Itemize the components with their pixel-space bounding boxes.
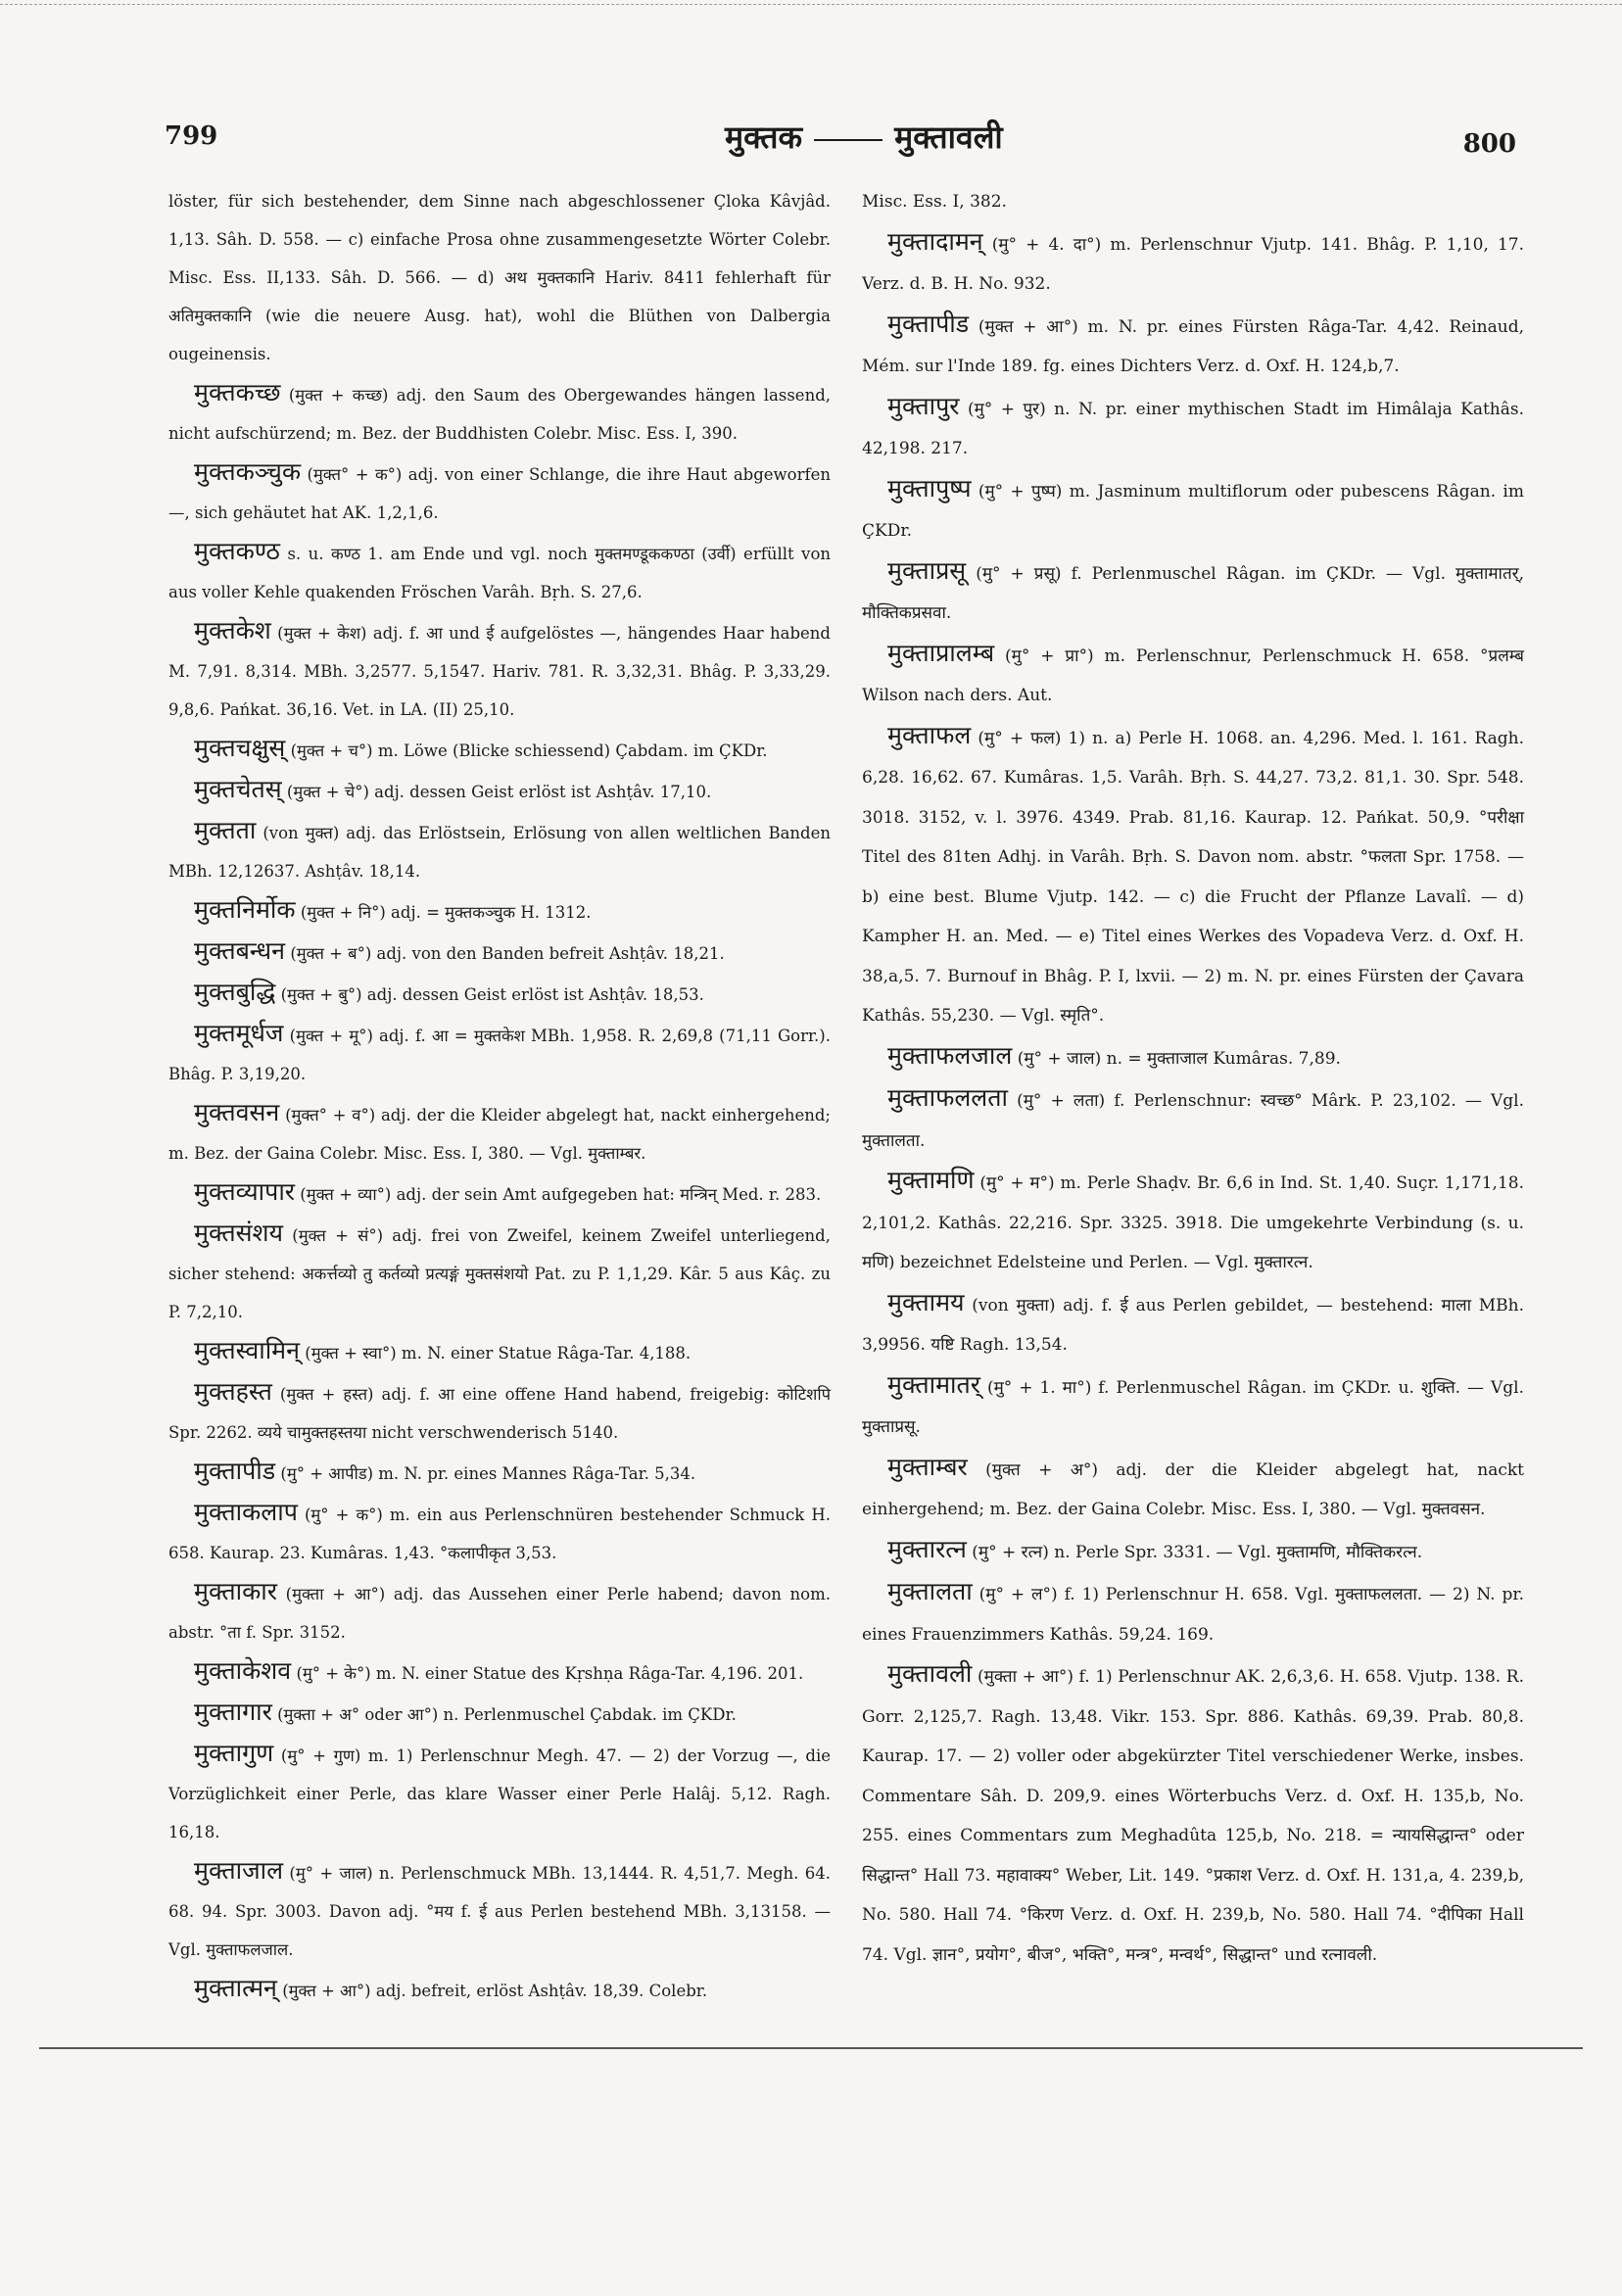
dictionary-entry	[862, 1654, 1524, 1975]
entry-headword: मुक्तापुर	[887, 391, 960, 420]
dictionary-entry	[168, 1172, 831, 1214]
dictionary-entry	[168, 1452, 831, 1493]
dictionary-entry	[862, 469, 1524, 551]
entry-headword: मुक्तकच्छ	[194, 378, 281, 407]
dictionary-entry	[168, 890, 831, 932]
entry-headword: मुक्तागुण	[194, 1739, 274, 1767]
entry-text: (मुक्त + हस्त) adj. f. आ eine offene Hand habend, freigebig: कोटिशपि Spr. 2262. व्यये चामुक्तहस्तया nicht verschwenderisch 5140.	[168, 1385, 831, 1442]
entry-text: (मु° + आपीड) m. N. pr. eines Mannes Râga-Tar. 5,34.	[280, 1464, 696, 1483]
left-column	[168, 182, 831, 2010]
entry-headword: मुक्तता	[194, 816, 257, 844]
entry-text: (मु° + पुर) n. N. pr. einer mythischen Stadt im Himâlaja Kathâs. 42,198. 217.	[862, 399, 1524, 458]
entry-headword: मुक्ताफलजाल	[887, 1040, 1013, 1070]
dictionary-entry	[168, 1693, 831, 1734]
entry-text: (मुक्ता + आ°) adj. das Aussehen einer Perle habend; davon nom. abstr. °ता f. Spr. 3152.	[168, 1585, 832, 1642]
entry-headword: मुक्तव्यापार	[194, 1177, 296, 1206]
entry-headword: मुक्ताप्रालम्ब	[887, 638, 995, 667]
dictionary-entry	[168, 611, 831, 729]
page-number-right: 800	[1462, 129, 1516, 159]
entry-text: (मुक्त + मू°) adj. f. आ = मुक्तकेश MBh. 1,958. R. 2,69,8 (71,11 Gorr.). Bhâg. P. 3,19,20.	[168, 1027, 831, 1083]
entry-text: (मु° + रत्न) n. Perle Spr. 3331. — Vgl. मुक्तामणि, मौक्तिकरत्न.	[972, 1542, 1423, 1562]
dictionary-entry	[168, 1214, 831, 1331]
scan-top-border	[0, 4, 1622, 5]
right-column	[862, 182, 1524, 1975]
dictionary-entry	[168, 1851, 831, 1969]
headword-right: मुक्तावली	[894, 119, 1003, 156]
entry-headword: मुक्तस्वामिन्	[194, 1336, 301, 1364]
entry-headword: मुक्तामय	[887, 1287, 965, 1316]
dictionary-entry	[168, 973, 831, 1014]
entry-headword: मुक्तहस्त	[194, 1377, 272, 1406]
entry-text: (मुक्त + कच्छ) adj. den Saum des Obergewandes hängen lassend, nicht aufschürzend; m. Bez. der Buddhisten Colebr. Misc. Ess. I, 390.	[168, 386, 832, 443]
entry-headword: मुक्तापुष्प	[887, 473, 972, 502]
entry-headword: मुक्ताप्रसू	[887, 555, 967, 585]
entry-text: (मुक्त + चे°) adj. dessen Geist erlöst ist Ashṭâv. 17,10.	[286, 783, 712, 801]
dictionary-entry	[862, 1365, 1524, 1448]
entry-headword: मुक्ताफललता	[887, 1083, 1008, 1112]
entry-headword: मुक्तकञ्चुक	[194, 457, 302, 486]
dictionary-entry	[168, 182, 831, 373]
entry-headword: मुक्तकण्ठ	[194, 537, 280, 565]
dictionary-entry	[862, 387, 1524, 469]
entry-text: (मु° + 4. दा°) m. Perlenschnur Vjutp. 141. Bhâg. P. 1,10, 17. Verz. d. B. H. No. 932.	[862, 234, 1525, 294]
entry-text: Misc. Ess. I, 382.	[862, 192, 1007, 212]
dictionary-entry	[168, 1093, 831, 1172]
dictionary-entry	[862, 182, 1524, 222]
entry-text: (मु° + गुण) m. 1) Perlenschnur Megh. 47. — 2) der Vorzug —, die Vorzüglichkeit einer Perle, das klare Wasser einer Perle Halâj. 5,12. Ragh. 16,18.	[168, 1746, 832, 1842]
entry-headword: मुक्तापीड	[194, 1457, 276, 1485]
entry-text: (मुक्त° + क°) adj. von einer Schlange, die ihre Haut abgeworfen —, sich gehäutet hat AK. 1,2,1,6.	[168, 465, 831, 522]
entry-text: (मु° + फल) 1) n. a) Perle H. 1068. an. 4,296. Med. l. 161. Ragh. 6,28. 16,62. 67. Kumâras. 1,5. Varâh. Bṛh. S. 44,27. 73,2. 81,1. 30. Spr. 548. 3018. 3152, v. l. 3976. 4349. Prab. 81,16. Kaurap. 12. Pańkat. 50,9. °परीक्षा Titel des 81ten Adhj. in Varâh. Bṛh. S. Davon nom. abstr. °फलता Spr. 1758. — b) eine best. Blume Vjutp. 142. — c) die Frucht der Pflanze Lavalî. — d) Kampher H. an. Med. — e) Titel eines Werkes des Vopadeva Verz. d. Oxf. H. 38,a,5. 7. Burnouf in Bhâg. P. I, lxvii. — 2) m. N. pr. eines Fürsten der Çavara Kathâs. 55,230. — Vgl. स्मृति°.	[862, 728, 1524, 1026]
entry-text: (मुक्त + व्या°) adj. der sein Amt aufgegeben hat: मन्त्रिन् Med. r. 283.	[300, 1185, 822, 1204]
entry-text: (मुक्त + बु°) adj. dessen Geist erlöst ist Ashṭâv. 18,53.	[280, 985, 704, 1004]
headword-dash	[814, 139, 883, 141]
dictionary-entry	[168, 1493, 831, 1572]
entry-text: (मुक्त + नि°) adj. = मुक्तकञ्चुक H. 1312.	[300, 903, 592, 922]
entry-text: (मुक्ता + आ°) f. 1) Perlenschnur AK. 2,6,3,6. H. 658. Vjutp. 138. R. Gorr. 2,125,7. Ragh. 13,48. Vikr. 153. Spr. 886. Kathâs. 69,39. Prab. 80,8. Kaurap. 17. — 2) voller oder abgekürzter Titel verschiedener Werke, insbes. Commentare Sâh. D. 209,9. eines Wörterbuchs Verz. d. Oxf. H. 135,b, No. 255. eines Commentars zum Meghadûta 125,b, No. 218. = न्यायसिद्धान्त° oder सिद्धान्त° Hall 73. महावाक्य° Weber, Lit. 149. °प्रकाश Verz. d. Oxf. H. 131,a, 4. 239,b, No. 580. Hall 74. °किरण Verz. d. Oxf. H. 239,b, No. 580. Hall 74. °दीपिका Hall 74. Vgl. ज्ञान°, प्रयोग°, बीज°, भक्ति°, मन्त्र°, मन्वर्थ°, सिद्धान्त° und रत्नावली.	[862, 1667, 1524, 1965]
entry-text: (मु° + के°) m. N. einer Statue des Kṛshṇa Râga-Tar. 4,196. 201.	[296, 1664, 804, 1683]
dictionary-entry	[862, 1530, 1524, 1573]
entry-text: (मु° + म°) m. Perle Shaḍv. Br. 6,6 in Ind. St. 1,40. Suçr. 1,171,18. 2,101,2. Kathâs. 22,216. Spr. 3325. 3918. Die umgekehrte Verbindung (s. u. मणि) bezeichnet Edelsteine und Perlen. — Vgl. मुक्तारत्न.	[862, 1173, 1524, 1272]
entry-headword: मुक्तनिर्मोक	[194, 895, 296, 924]
entry-text: (von मुक्ता) adj. f. ई aus Perlen gebildet, — bestehend: माला MBh. 3,9956. यष्टि Ragh. 13,54.	[862, 1295, 1525, 1355]
entry-headword: मुक्तचक्षुस्	[194, 734, 286, 762]
entry-text: (मु° + क°) m. ein aus Perlenschnüren bestehender Schmuck H. 658. Kaurap. 23. Kumâras. 1,43. °कलापीकृत 3,53.	[168, 1506, 831, 1562]
entry-text: (मुक्त + स्वा°) m. N. einer Statue Râga-Tar. 4,188.	[305, 1344, 692, 1363]
entry-headword: मुक्तामातर्	[887, 1369, 980, 1399]
entry-text: (मुक्त + आ°) adj. befreit, erlöst Ashṭâv. 18,39. Colebr.	[282, 1982, 708, 2000]
headword-left: मुक्तक	[725, 119, 803, 156]
dictionary-entry	[862, 1283, 1524, 1365]
dictionary-entry	[862, 1161, 1524, 1283]
dictionary-entry	[168, 729, 831, 770]
entry-text: (मुक्ता + अ° oder आ°) n. Perlenmuschel Çabdak. im ÇKDr.	[277, 1705, 737, 1724]
entry-headword: मुक्ताम्बर	[887, 1452, 968, 1481]
entry-text: (मुक्त + आ°) m. N. pr. eines Fürsten Râga-Tar. 4,42. Reinaud, Mém. sur l'Inde 189. fg. eines Dichters Verz. d. Oxf. H. 124,b,7.	[862, 316, 1524, 376]
dictionary-entry	[168, 932, 831, 973]
entry-headword: मुक्ताकलाप	[194, 1498, 298, 1526]
dictionary-entry	[168, 1372, 831, 1452]
page-number-left: 799	[165, 121, 218, 151]
page-header	[165, 116, 1516, 161]
dictionary-entry	[862, 1078, 1524, 1161]
entry-headword: मुक्ताकार	[194, 1577, 277, 1605]
entry-text: (मु° + प्रा°) m. Perlenschnur, Perlenschmuck H. 658. °प्रलम्ब Wilson nach ders. Aut.	[862, 646, 1524, 705]
dictionary-entry	[168, 1331, 831, 1372]
entry-text: (मु° + पुष्प) m. Jasminum multiflorum oder pubescens Râgan. im ÇKDr.	[862, 481, 1524, 541]
entry-text: löster, für sich bestehender, dem Sinne nach abgeschlossener Çloka Kâvjâd. 1,13. Sâh. D. 558. — c) einfache Prosa ohne zusammengesetzte Wörter Colebr. Misc. Ess. II,133. Sâh. D. 566. — d) अथ मुक्तकानि Hariv. 8411 fehlerhaft für अतिमुक्तकानि (wie die neuere Ausg. hat), wohl die Blüthen von Dalbergia ougeinensis.	[168, 192, 831, 363]
entry-headword: मुक्तबुद्धि	[194, 978, 276, 1006]
dictionary-entry	[862, 1036, 1524, 1079]
entry-headword: मुक्तागार	[194, 1698, 272, 1726]
entry-text: (मु° + जाल) n. Perlenschmuck MBh. 13,1444. R. 4,51,7. Megh. 64. 68. 94. Spr. 3003. Davon adj. °मय f. ई aus Perlen bestehend MBh. 3,13158. — Vgl. मुक्ताफलजाल.	[168, 1864, 831, 1959]
dictionary-entry	[862, 1572, 1524, 1654]
entry-headword: मुक्तारत्न	[887, 1534, 967, 1563]
entry-headword: मुक्तापीड	[887, 309, 970, 338]
entry-text: (मु° + लता) f. Perlenschnur: स्वच्छ° Mârk. P. 23,102. — Vgl. मुक्तालता.	[862, 1091, 1524, 1151]
entry-text: (मुक्त + च°) m. Löwe (Blicke schiessend) Çabdam. im ÇKDr.	[290, 741, 768, 760]
entry-headword: मुक्तालता	[887, 1577, 973, 1605]
dictionary-entry	[168, 1734, 831, 1851]
dictionary-entry	[862, 305, 1524, 387]
entry-headword: मुक्तसंशय	[194, 1219, 284, 1247]
entry-text: (मुक्त + केश) adj. f. आ und ई aufgelöstes —, hängendes Haar habend M. 7,91. 8,314. MBh. 3,2577. 5,1547. Hariv. 781. R. 3,32,31. Bhâg. P. 3,33,29. 9,8,6. Pańkat. 36,16. Vet. in LA. (II) 25,10.	[168, 624, 831, 719]
dictionary-entry	[168, 453, 831, 532]
dictionary-entry	[168, 1572, 831, 1651]
dictionary-entry	[168, 1651, 831, 1693]
dictionary-entry	[862, 634, 1524, 716]
entry-headword: मुक्तादामन्	[887, 226, 983, 256]
dictionary-entry	[862, 551, 1524, 634]
entry-text: (मु° + जाल) n. = मुक्ताजाल Kumâras. 7,89.	[1017, 1048, 1341, 1069]
entry-text: (von मुक्त) adj. das Erlöstsein, Erlösung von allen weltlichen Banden MBh. 12,12637. Ashṭâv. 18,14.	[168, 824, 831, 881]
dictionary-entry	[168, 770, 831, 811]
entry-headword: मुक्तवसन	[194, 1098, 280, 1126]
entry-text: (मुक्त° + व°) adj. der die Kleider abgelegt hat, nackt einhergehend; m. Bez. der Gaina Colebr. Misc. Ess. I, 380. — Vgl. मुक्ताम्बर.	[168, 1106, 831, 1163]
entry-text: (मु° + प्रसू) f. Perlenmuschel Râgan. im ÇKDr. — Vgl. मुक्तामातर्, मौक्तिकप्रसवा.	[862, 563, 1525, 623]
entry-text: s. u. कण्ठ 1. am Ende und vgl. noch मुक्तमण्डूककण्ठा (उर्वी) erfüllt von aus voller Kehle quakenden Fröschen Varâh. Bṛh. S. 27,6.	[168, 545, 832, 601]
dictionary-entry	[168, 811, 831, 890]
entry-headword: मुक्तात्मन्	[194, 1974, 277, 2002]
entry-text: (मु° + ल°) f. 1) Perlenschnur H. 658. Vgl. मुक्ताफललता. — 2) N. pr. eines Frauenzimmers Kathâs. 59,24. 169.	[862, 1585, 1524, 1645]
entry-text: (मु° + 1. मा°) f. Perlenmuschel Râgan. im ÇKDr. u. शुक्ति. — Vgl. मुक्ताप्रसू.	[862, 1377, 1525, 1437]
entry-headword: मुक्ताफल	[887, 720, 972, 749]
entry-headword: मुक्तबन्धन	[194, 936, 286, 965]
dictionary-entry	[168, 532, 831, 611]
entry-headword: मुक्तामणि	[887, 1166, 975, 1194]
dictionary-entry	[862, 1448, 1524, 1530]
entry-headword: मुक्तकेश	[194, 616, 271, 645]
entry-headword: मुक्तावली	[887, 1659, 973, 1688]
dictionary-entry	[168, 373, 831, 453]
entry-text: (मुक्त + अ°) adj. der die Kleider abgelegt hat, nackt einhergehend; m. Bez. der Gaina Colebr. Misc. Ess. I, 380. — Vgl. मुक्तवसन.	[862, 1459, 1524, 1519]
entry-headword: मुक्तचेतस्	[194, 775, 282, 803]
running-headwords	[725, 116, 1003, 158]
dictionary-entry	[168, 1969, 831, 2010]
page-bottom-rule	[39, 2047, 1583, 2049]
dictionary-entry	[168, 1014, 831, 1093]
entry-text: (मुक्त + सं°) adj. frei von Zweifel, keinem Zweifel unterliegend, sicher stehend: अकर्त्तव्यो तु कर्तव्यो प्रत्यङ्गं मुक्तसंशयो Pat. zu P. 1,1,29. Kâr. 5 aus Kâç. zu P. 7,2,10.	[168, 1226, 831, 1321]
dictionary-entry	[862, 716, 1524, 1036]
entry-headword: मुक्ताकेशव	[194, 1656, 292, 1685]
entry-headword: मुक्ताजाल	[194, 1856, 284, 1885]
entry-headword: मुक्तमूर्धज	[194, 1019, 284, 1047]
dictionary-entry	[862, 222, 1524, 305]
entry-text: (मुक्त + ब°) adj. von den Banden befreit Ashṭâv. 18,21.	[290, 944, 725, 963]
